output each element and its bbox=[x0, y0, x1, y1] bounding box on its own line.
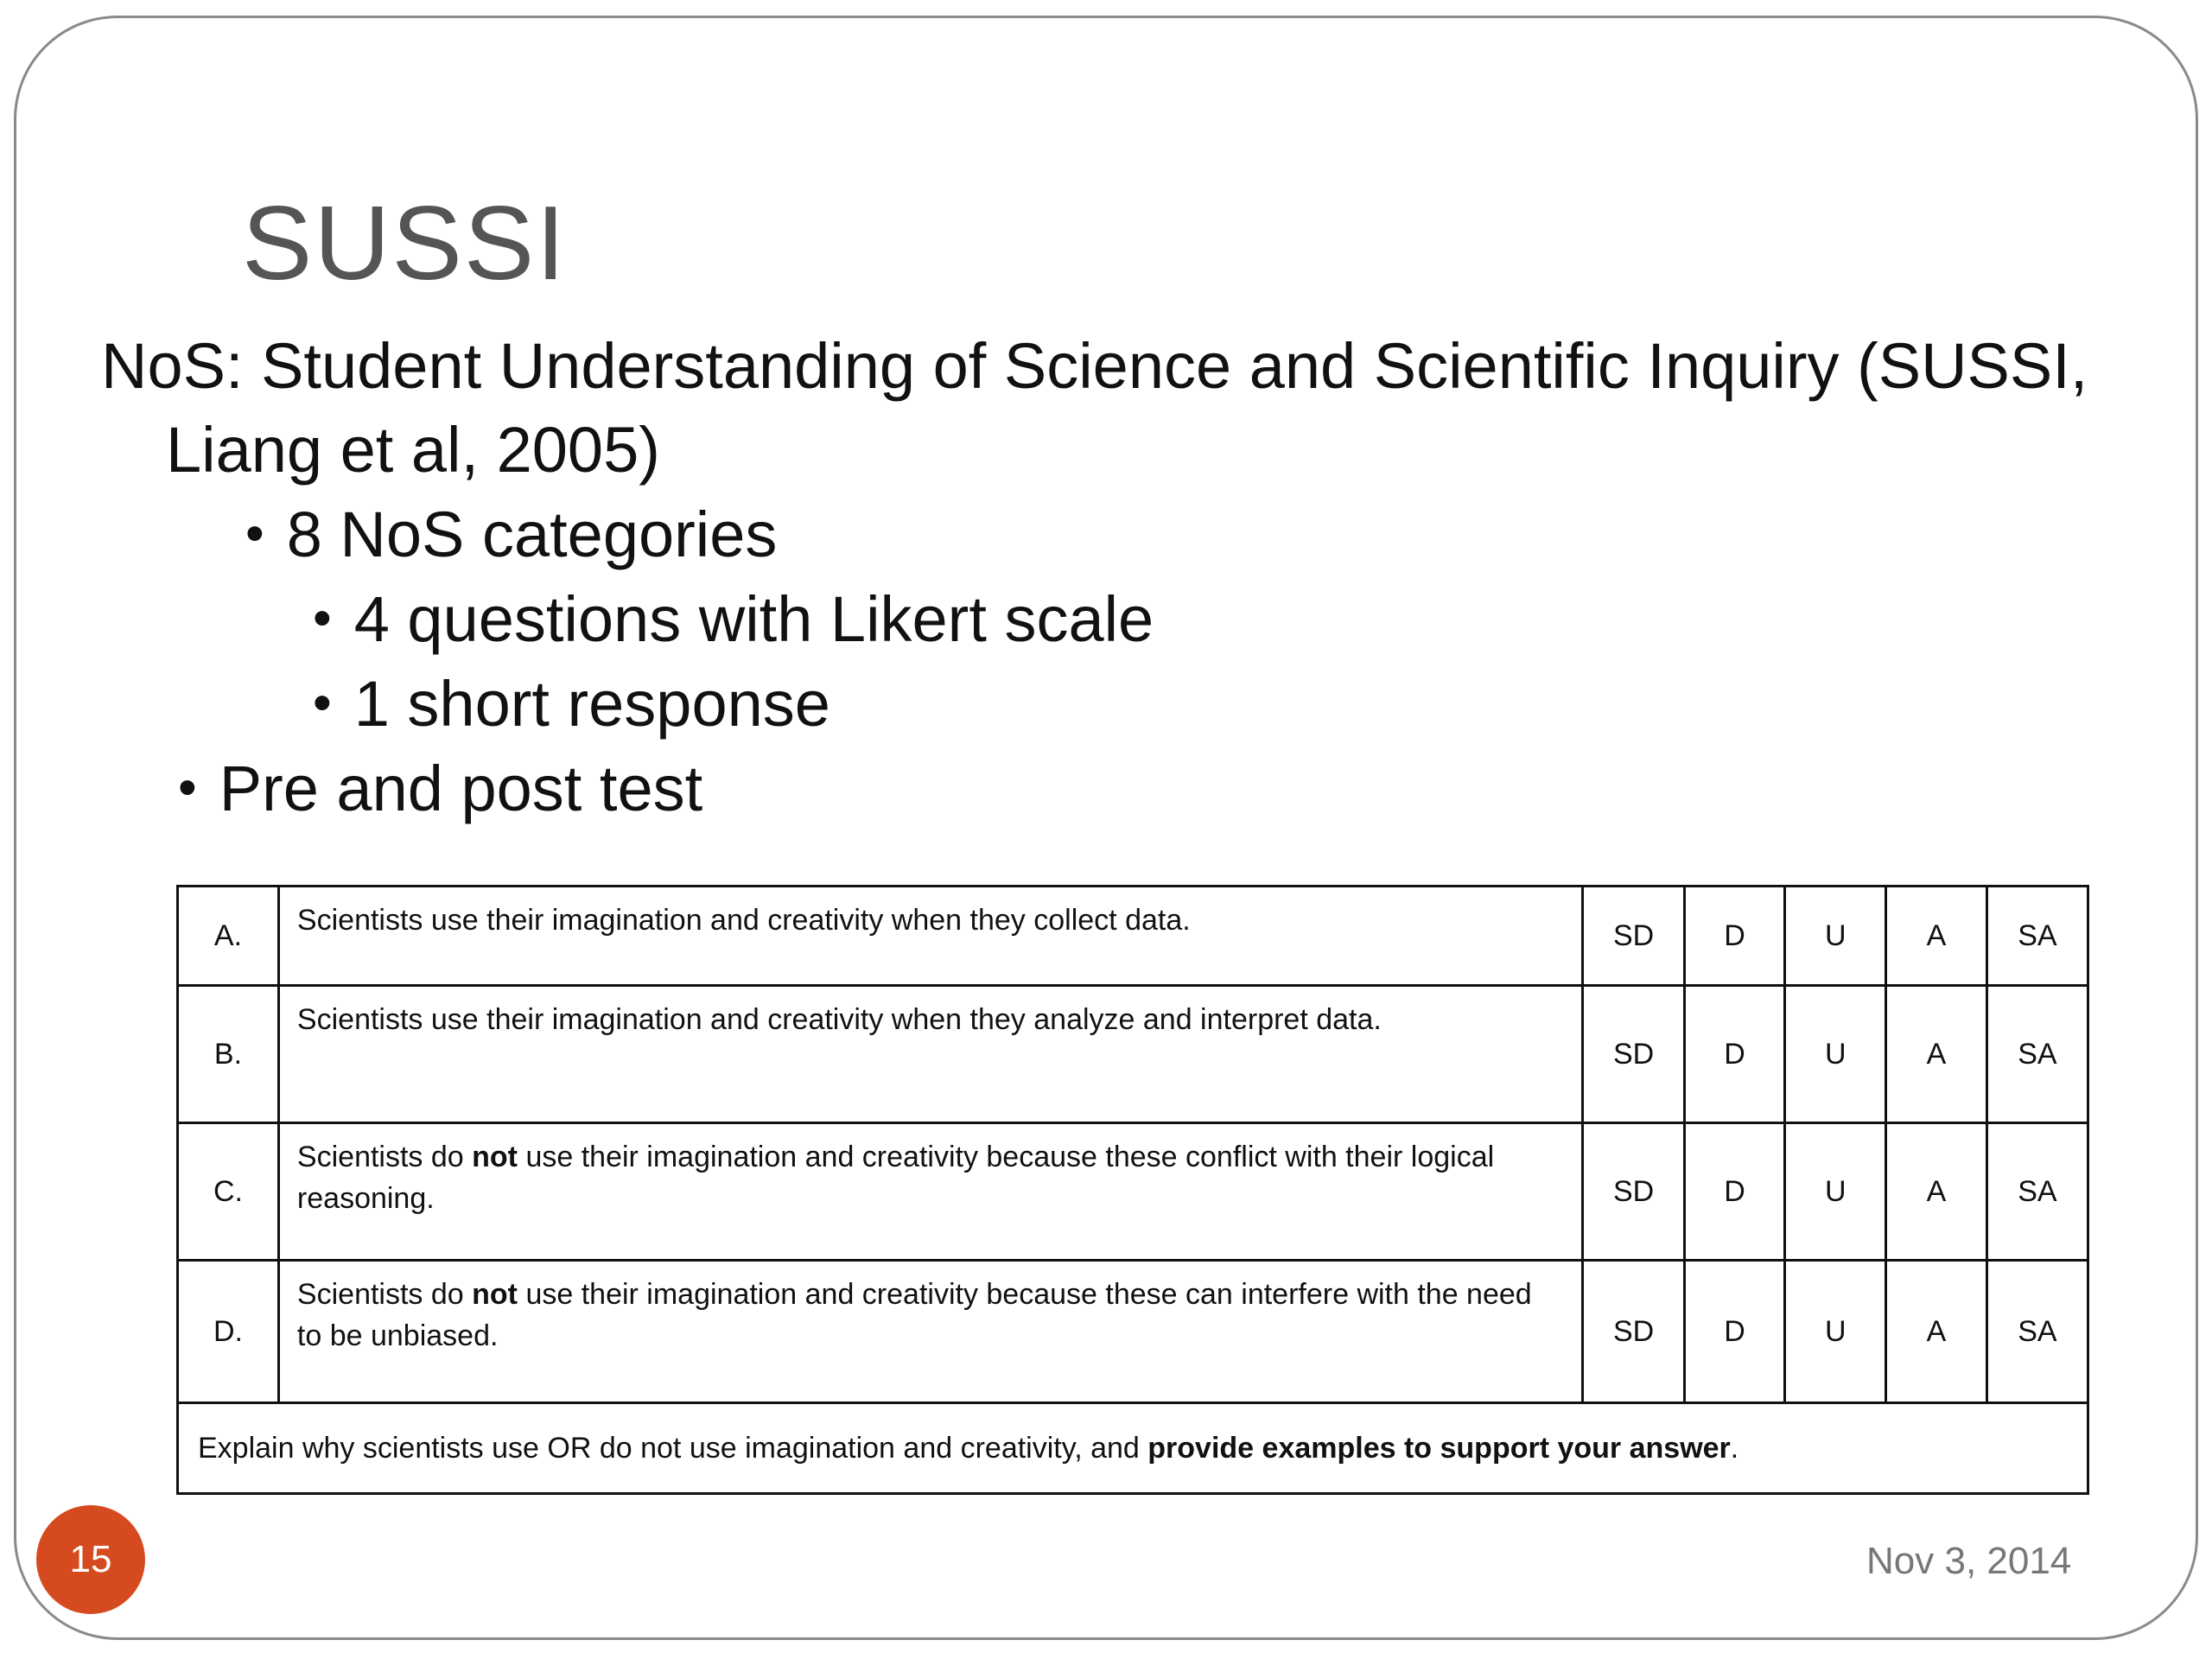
row-letter: B. bbox=[178, 986, 279, 1123]
bullet-text: 1 short response bbox=[353, 668, 830, 740]
likert-option-sa[interactable]: SA bbox=[1986, 986, 2088, 1123]
likert-option-sa[interactable]: SA bbox=[1986, 1123, 2088, 1261]
table-row bbox=[178, 986, 2088, 1123]
likert-option-u[interactable]: U bbox=[1785, 887, 1886, 986]
row-statement: Scientists use their imagination and creativity when they collect data. bbox=[278, 887, 1583, 986]
likert-option-a[interactable]: A bbox=[1886, 1261, 1987, 1403]
row-statement: Scientists do not use their imagination and creativity because these conflict with their logical reasoning. bbox=[278, 1123, 1583, 1261]
table-row bbox=[178, 1403, 2088, 1494]
likert-option-a[interactable]: A bbox=[1886, 887, 1987, 986]
row-letter: A. bbox=[178, 887, 279, 986]
likert-option-d[interactable]: D bbox=[1684, 887, 1785, 986]
likert-option-d[interactable]: D bbox=[1684, 1261, 1785, 1403]
likert-option-u[interactable]: U bbox=[1785, 986, 1886, 1123]
intro-line-1: NoS: Student Understanding of Science and Scientific Inquiry (SUSSI, bbox=[101, 330, 2088, 402]
table-row bbox=[178, 1123, 2088, 1261]
intro-line-2: Liang et al, 2005) bbox=[166, 414, 660, 486]
page-number-badge: 15 bbox=[36, 1505, 145, 1614]
likert-option-sa[interactable]: SA bbox=[1986, 887, 2088, 986]
table-row bbox=[178, 887, 2088, 986]
likert-option-sd[interactable]: SD bbox=[1583, 986, 1684, 1123]
survey-table bbox=[176, 885, 2089, 1495]
row-letter: D. bbox=[178, 1261, 279, 1403]
likert-option-d[interactable]: D bbox=[1684, 986, 1785, 1123]
likert-option-sd[interactable]: SD bbox=[1583, 887, 1684, 986]
bullet-icon: • bbox=[313, 588, 332, 649]
bullet-item bbox=[313, 668, 830, 740]
likert-option-a[interactable]: A bbox=[1886, 1123, 1987, 1261]
slide-title: SUSSI bbox=[242, 184, 568, 302]
row-statement: Scientists use their imagination and creativity when they analyze and interpret data. bbox=[278, 986, 1583, 1123]
likert-option-d[interactable]: D bbox=[1684, 1123, 1785, 1261]
bullet-icon: • bbox=[178, 758, 197, 818]
bullet-item bbox=[313, 583, 1154, 655]
likert-option-u[interactable]: U bbox=[1785, 1261, 1886, 1403]
slide-date: Nov 3, 2014 bbox=[1866, 1540, 2072, 1582]
bullet-text: Pre and post test bbox=[219, 753, 703, 824]
likert-option-u[interactable]: U bbox=[1785, 1123, 1886, 1261]
bullet-icon: • bbox=[313, 673, 332, 734]
row-letter: C. bbox=[178, 1123, 279, 1261]
bullet-item bbox=[178, 753, 703, 824]
bullet-icon: • bbox=[245, 504, 264, 564]
bullet-item bbox=[245, 499, 778, 570]
table-row bbox=[178, 1261, 2088, 1403]
bullet-text: 4 questions with Likert scale bbox=[353, 583, 1154, 655]
row-statement: Scientists do not use their imagination and creativity because these can interfere with the need to be unbiased. bbox=[278, 1261, 1583, 1403]
bullet-text: 8 NoS categories bbox=[286, 499, 778, 570]
likert-option-sa[interactable]: SA bbox=[1986, 1261, 2088, 1403]
likert-option-sd[interactable]: SD bbox=[1583, 1261, 1684, 1403]
short-response-prompt[interactable]: Explain why scientists use OR do not use imagination and creativity, and provide examples to support your answer. bbox=[178, 1403, 2088, 1494]
likert-option-a[interactable]: A bbox=[1886, 986, 1987, 1123]
likert-option-sd[interactable]: SD bbox=[1583, 1123, 1684, 1261]
